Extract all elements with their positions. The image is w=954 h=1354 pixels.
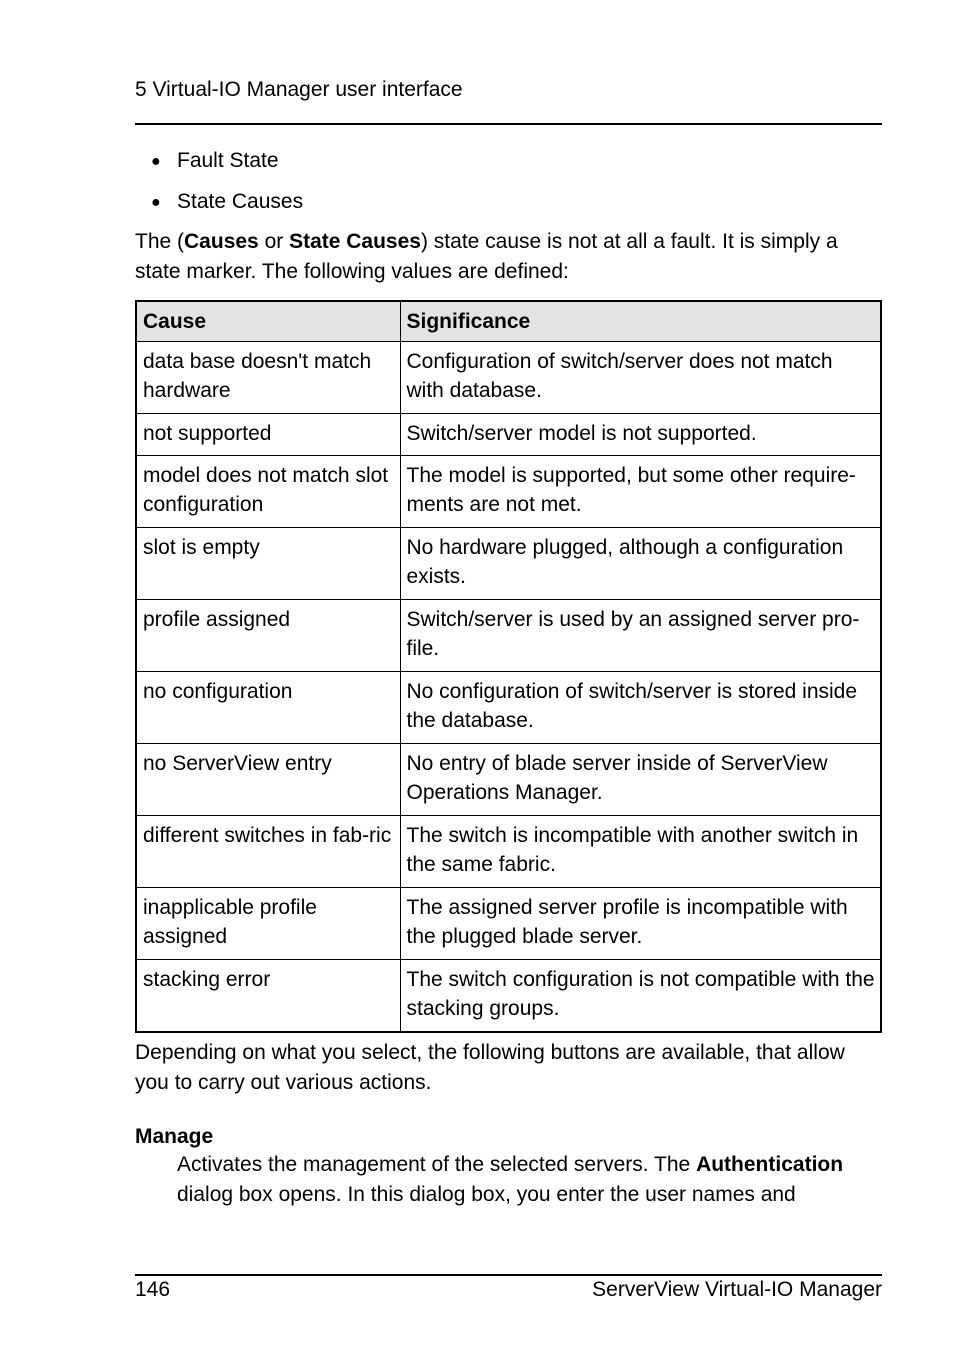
cause-cell: not supported	[136, 414, 400, 456]
term-authentication: Authentication	[696, 1153, 844, 1176]
cause-cell: profile assigned	[136, 600, 400, 672]
header-rule	[135, 123, 882, 125]
footer-product-name: ServerView Virtual-IO Manager	[592, 1278, 882, 1301]
header-title: 5 Virtual-IO Manager user interface	[135, 78, 463, 101]
table-row	[136, 672, 881, 744]
buttons-intro-paragraph: Depending on what you select, the following buttons are available, that allow you to carry out various actions.	[135, 1041, 845, 1094]
significance-cell: Switch/server is used by an assigned server pro-file.	[400, 600, 881, 672]
manage-heading: Manage	[135, 1125, 214, 1148]
cause-cell: stacking error	[136, 960, 400, 1033]
cause-cell: slot is empty	[136, 528, 400, 600]
header-cause: Cause	[136, 301, 400, 342]
significance-cell: Switch/server model is not supported.	[400, 414, 881, 456]
significance-cell: The assigned server profile is incompatible with the plugged blade server.	[400, 888, 881, 960]
bullet-dot-icon: ●	[151, 194, 161, 211]
header-significance: Significance	[400, 301, 881, 342]
cause-cell: no configuration	[136, 672, 400, 744]
table-row	[136, 528, 881, 600]
cause-cell: no ServerView entry	[136, 744, 400, 816]
bullet-dot-icon: ●	[151, 153, 161, 170]
table-row	[136, 960, 881, 1033]
table-row	[136, 456, 881, 528]
significance-cell: No hardware plugged, although a configuration exists.	[400, 528, 881, 600]
table-row	[136, 414, 881, 456]
bullet-item: ● Fault State	[135, 146, 303, 187]
cause-cell: different switches in fab-ric	[136, 816, 400, 888]
table-row	[136, 744, 881, 816]
significance-cell: The switch is incompatible with another switch in the same fabric.	[400, 816, 881, 888]
table-header-row	[136, 301, 881, 342]
cause-cell: inapplicable profile assigned	[136, 888, 400, 960]
significance-cell: No entry of blade server inside of ServerView Operations Manager.	[400, 744, 881, 816]
state-causes-table	[135, 300, 882, 1033]
significance-cell: The model is supported, but some other require-ments are not met.	[400, 456, 881, 528]
table-row	[136, 600, 881, 672]
term-state-causes: State Causes	[289, 230, 421, 253]
bullet-list	[135, 146, 303, 228]
cause-cell: data base doesn't match hardware	[136, 342, 400, 414]
significance-cell: Configuration of switch/server does not match with database.	[400, 342, 881, 414]
significance-cell: The switch configuration is not compatible with the stacking groups.	[400, 960, 881, 1033]
intro-paragraph: The (Causes or State Causes) state cause is not at all a fault. It is simply a state marker. The following values are defined:	[135, 230, 838, 283]
term-causes: Causes	[184, 230, 259, 253]
bullet-item: ● State Causes	[135, 187, 303, 228]
table-row	[136, 816, 881, 888]
significance-cell: No configuration of switch/server is stored inside the database.	[400, 672, 881, 744]
table-row	[136, 888, 881, 960]
manage-description: Activates the management of the selected servers. The Authentication dialog box opens. In this dialog box, you enter the user names and	[177, 1153, 844, 1206]
table-row	[136, 342, 881, 414]
page-number: 146	[135, 1278, 171, 1301]
cause-cell: model does not match slot configuration	[136, 456, 400, 528]
